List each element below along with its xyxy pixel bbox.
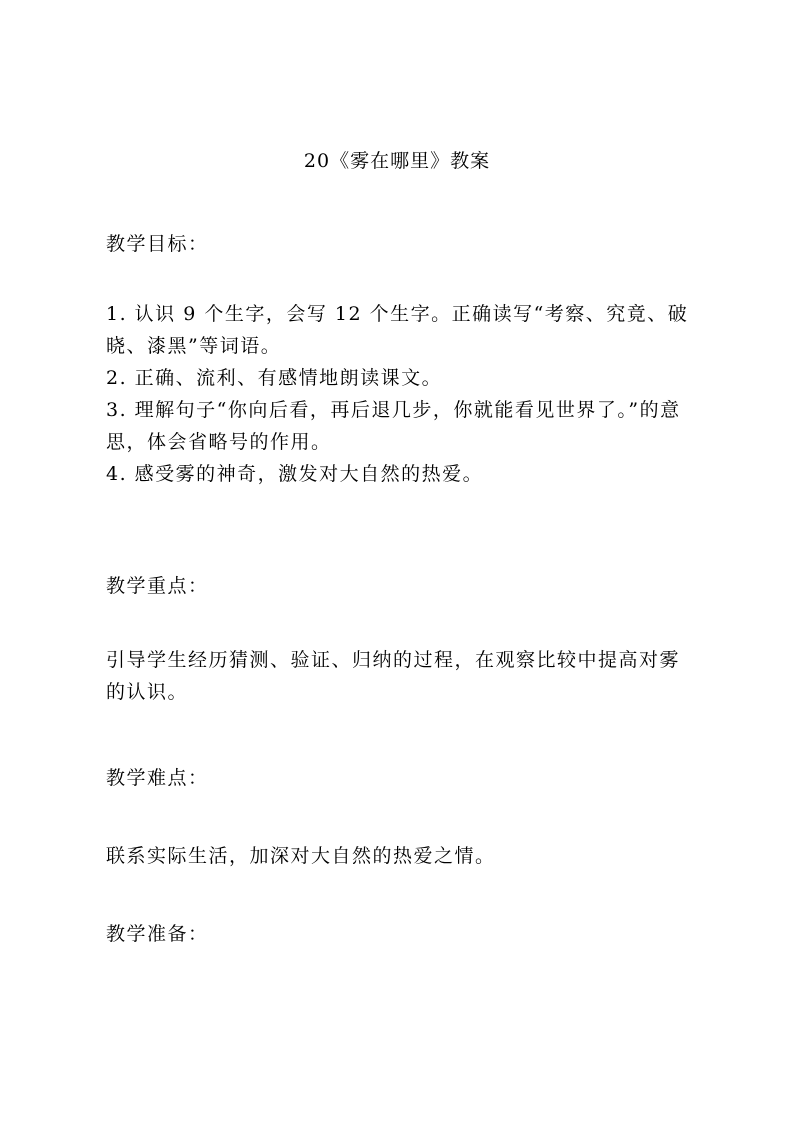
key-points-heading: 教学重点： [106, 575, 209, 597]
key-points-text: 引导学生经历猜测、验证、归纳的过程，在观察比较中提高对雾的认识。 [106, 649, 681, 703]
list-item: 4. 感受雾的神奇，激发对大自然的热爱。 [106, 463, 484, 485]
page-title: 20《雾在哪里》教案 [303, 150, 491, 172]
list-item: 2. 正确、流利、有感情地朗读课文。 [106, 367, 443, 389]
preparation-heading: 教学准备： [106, 923, 209, 945]
objectives-list [106, 298, 696, 490]
list-item: 3. 理解句子“你向后看，再后退几步，你就能看见世界了。”的意思，体会省略号的作用。 [106, 399, 681, 453]
objectives-heading: 教学目标： [106, 233, 209, 255]
difficulties-text: 联系实际生活，加深对大自然的热爱之情。 [106, 845, 496, 867]
difficulties-heading: 教学难点： [106, 767, 209, 789]
list-item: 1. 认识 9 个生字，会写 12 个生字。正确读写“考察、究竟、破晓、漆黑”等词语。 [106, 303, 689, 357]
